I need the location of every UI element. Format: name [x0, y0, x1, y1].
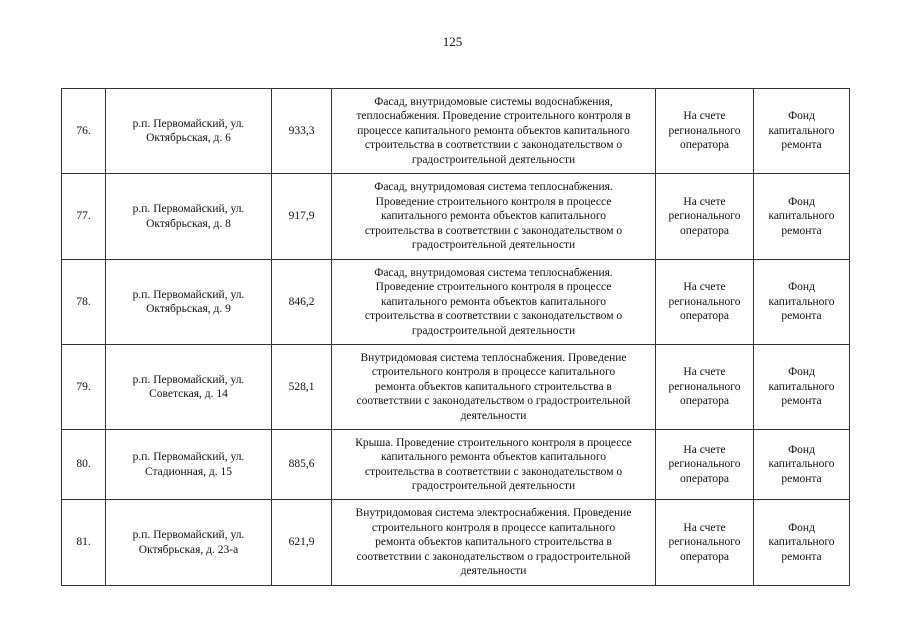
funding-source-cell: Фонд капитального ремонта — [754, 345, 850, 430]
address-cell: р.п. Первомайский, ул. Октябрьская, д. 8 — [106, 174, 272, 260]
financing-cell: На счете регионального оператора — [656, 89, 754, 174]
work-description-cell: Внутридомовая система теплоснабжения. Проведение строительного контроля в процессе капитального ремонта объектов капитального строительства в соответствии с законодательством о градостроительной деятельности — [332, 345, 656, 430]
table-row — [62, 260, 850, 345]
area-cell: 917,9 — [272, 174, 332, 260]
table-row — [62, 500, 850, 586]
table-row — [62, 345, 850, 430]
address-cell: р.п. Первомайский, ул. Стадионная, д. 15 — [106, 430, 272, 500]
financing-cell: На счете регионального оператора — [656, 174, 754, 260]
page-number: 125 — [442, 34, 463, 49]
financing-cell: На счете регионального оператора — [656, 430, 754, 500]
capital-repair-table — [61, 88, 850, 586]
row-number: 80. — [62, 430, 106, 500]
financing-cell: На счете регионального оператора — [656, 345, 754, 430]
funding-source-cell: Фонд капитального ремонта — [754, 260, 850, 345]
table-row — [62, 89, 850, 174]
area-cell: 528,1 — [272, 345, 332, 430]
funding-source-cell: Фонд капитального ремонта — [754, 430, 850, 500]
area-cell: 885,6 — [272, 430, 332, 500]
work-description-cell: Фасад, внутридомовые системы водоснабжения, теплоснабжения. Проведение строительного контроля в процессе капитального ремонта объектов капитального строительства в соответствии с законодательством о градостроительной деятельности — [332, 89, 656, 174]
funding-source-cell: Фонд капитального ремонта — [754, 89, 850, 174]
row-number: 77. — [62, 174, 106, 260]
work-description-cell: Внутридомовая система электроснабжения. Проведение строительного контроля в процессе капитального ремонта объектов капитального строительства в соответствии с законодательством о градостроительной деятельности — [332, 500, 656, 586]
work-description-cell: Крыша. Проведение строительного контроля в процессе капитального ремонта объектов капитального строительства в соответствии с законодательством о градостроительной деятельности — [332, 430, 656, 500]
funding-source-cell: Фонд капитального ремонта — [754, 174, 850, 260]
table-row — [62, 430, 850, 500]
row-number: 79. — [62, 345, 106, 430]
address-cell: р.п. Первомайский, ул. Октябрьская, д. 23-а — [106, 500, 272, 586]
work-description-cell: Фасад, внутридомовая система теплоснабжения. Проведение строительного контроля в процессе капитального ремонта объектов капитального строительства в соответствии с законодательством о градостроительной деятельности — [332, 260, 656, 345]
address-cell: р.п. Первомайский, ул. Октябрьская, д. 6 — [106, 89, 272, 174]
row-number: 81. — [62, 500, 106, 586]
table-row — [62, 174, 850, 260]
area-cell: 846,2 — [272, 260, 332, 345]
table-body — [62, 89, 850, 586]
area-cell: 933,3 — [272, 89, 332, 174]
row-number: 78. — [62, 260, 106, 345]
financing-cell: На счете регионального оператора — [656, 500, 754, 586]
financing-cell: На счете регионального оператора — [656, 260, 754, 345]
row-number: 76. — [62, 89, 106, 174]
work-description-cell: Фасад, внутридомовая система теплоснабжения. Проведение строительного контроля в процессе капитального ремонта объектов капитального строительства в соответствии с законодательством о градостроительной деятельности — [332, 174, 656, 260]
address-cell: р.п. Первомайский, ул. Советская, д. 14 — [106, 345, 272, 430]
area-cell: 621,9 — [272, 500, 332, 586]
address-cell: р.п. Первомайский, ул. Октябрьская, д. 9 — [106, 260, 272, 345]
funding-source-cell: Фонд капитального ремонта — [754, 500, 850, 586]
